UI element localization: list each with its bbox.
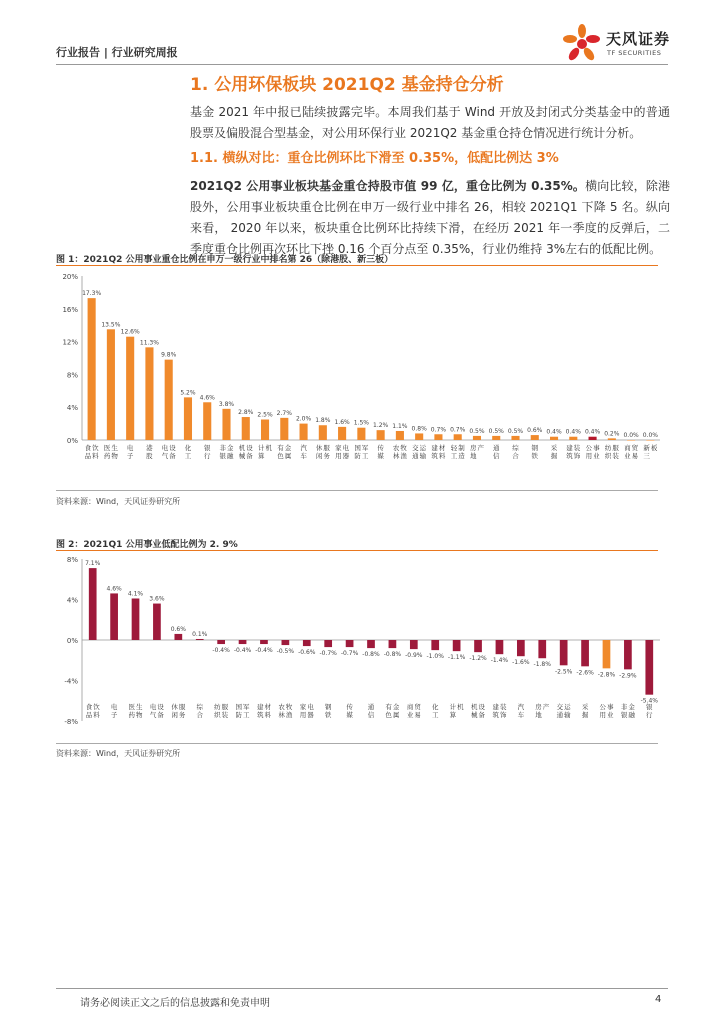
value-label: 0.5%	[488, 427, 504, 435]
logo-flower-icon	[560, 22, 604, 66]
value-label: -1.2%	[469, 655, 487, 663]
bar-6	[196, 639, 204, 640]
bar-5	[174, 634, 182, 640]
bar-25	[603, 640, 611, 668]
value-label: -1.1%	[447, 654, 466, 662]
bar-14	[338, 427, 346, 440]
bar-2	[107, 329, 115, 440]
category-label: 汽车	[517, 703, 525, 719]
category-label: 商业贸易	[624, 444, 639, 460]
value-label: -2.9%	[619, 672, 637, 680]
category-label: 公用事业	[599, 703, 614, 719]
bar-18	[453, 640, 461, 651]
category-label: 商业贸易	[406, 703, 421, 719]
bar-18	[415, 433, 423, 440]
value-label: -0.4%	[233, 647, 252, 655]
category-label: 新三板	[643, 444, 658, 460]
bar-7	[203, 402, 211, 440]
value-label: 2.7%	[276, 409, 292, 417]
page-number: 4	[655, 994, 662, 1005]
body-paragraph	[190, 176, 670, 260]
y-tick-label: 0%	[66, 637, 78, 645]
bar-15	[357, 428, 365, 440]
value-label: 0.1%	[192, 630, 208, 638]
value-label: 2.5%	[257, 411, 273, 419]
category-label: 计算机	[258, 444, 273, 460]
value-label: -2.5%	[554, 668, 573, 676]
value-label: 1.1%	[392, 422, 408, 430]
bar-1	[88, 298, 96, 440]
category-label: 休闲服务	[315, 444, 330, 460]
value-label: 0.7%	[430, 426, 447, 434]
value-label: 7.1%	[85, 560, 101, 568]
category-label: 汽车	[300, 444, 307, 460]
value-label: 0.4%	[584, 428, 601, 436]
category-label: 有色金属	[385, 703, 400, 719]
value-label: 0.4%	[565, 428, 581, 436]
company-logo	[560, 22, 680, 66]
bar-22	[492, 436, 500, 440]
bar-21	[517, 640, 525, 656]
bar-16	[410, 640, 418, 649]
bar-27	[589, 437, 597, 440]
value-label: 0.4%	[546, 428, 562, 436]
value-label: 0.0%	[642, 432, 658, 439]
value-label: -0.8%	[383, 651, 402, 659]
footer-divider	[56, 988, 668, 989]
logo-english-name: TF SECURITIES	[607, 49, 662, 57]
category-label: 采掘	[581, 703, 589, 719]
value-label: 0.0%	[623, 432, 639, 439]
bar-17	[431, 640, 439, 650]
bar-20	[454, 434, 462, 440]
bar-23	[560, 640, 568, 665]
category-label: 食品饮料	[85, 703, 100, 719]
value-label: 12.6%	[120, 328, 140, 336]
category-label: 建筑装饰	[492, 703, 507, 719]
value-label: -0.7%	[340, 650, 359, 658]
y-tick-label: 16%	[62, 305, 78, 314]
figure1-source: 资料来源：Wind，天风证券研究所	[56, 497, 181, 506]
value-label: -1.6%	[512, 659, 530, 667]
bar-13	[346, 640, 354, 647]
bar-12	[324, 640, 332, 647]
subsection-title: 1.1. 横纵对比：重仓比例环比下滑至 0.35%，低配比例达 3%	[190, 151, 559, 166]
category-label: 有色金属	[277, 444, 292, 460]
value-label: 2.8%	[238, 409, 254, 417]
value-label: -0.5%	[276, 648, 295, 656]
category-label: 非银金融	[620, 703, 635, 719]
bar-24	[531, 435, 539, 440]
category-label: 国防军工	[235, 703, 250, 719]
value-label: 3.6%	[149, 595, 165, 603]
value-label: 0.2%	[604, 430, 620, 438]
y-tick-label: -8%	[64, 718, 78, 726]
value-label: 0.6%	[527, 427, 543, 435]
footer-disclaimer: 请务必阅读正文之后的信息披露和免责申明	[80, 998, 270, 1009]
bar-19	[474, 640, 482, 652]
category-label: 传媒	[377, 444, 384, 460]
bar-6	[184, 397, 192, 440]
category-label: 机械设备	[471, 703, 486, 719]
y-tick-label: 20%	[62, 273, 78, 281]
category-label: 家用电器	[299, 703, 314, 719]
category-label: 轻工制造	[450, 444, 465, 460]
category-label: 纺织服装	[604, 444, 619, 460]
category-label: 化工	[184, 444, 192, 460]
value-label: -5.4%	[640, 697, 659, 705]
bar-19	[434, 434, 442, 440]
bar-3	[132, 598, 140, 640]
bar-25	[550, 437, 558, 440]
category-label: 农林牧渔	[278, 703, 293, 719]
figure2-title: 图 2：2021Q1 公用事业低配比例为 2. 9%	[56, 540, 238, 550]
value-label: 0.7%	[450, 426, 466, 434]
category-label: 房地产	[535, 703, 550, 719]
category-label: 计算机	[449, 703, 464, 719]
value-label: -1.8%	[533, 661, 551, 669]
value-label: 0.8%	[411, 425, 427, 433]
value-label: 1.5%	[353, 419, 369, 427]
y-tick-label: 8%	[66, 371, 78, 380]
value-label: -0.4%	[212, 647, 230, 655]
category-label: 交通运输	[412, 444, 427, 460]
value-label: 17.3%	[82, 290, 102, 298]
bar-26	[624, 640, 632, 669]
bar-21	[473, 436, 481, 440]
value-label: 9.8%	[161, 351, 177, 359]
value-label: -2.8%	[597, 671, 616, 679]
bar-4	[153, 604, 161, 640]
category-label: 钢铁	[324, 703, 332, 719]
bar-17	[396, 431, 404, 440]
bar-12	[300, 424, 308, 440]
y-tick-label: -4%	[64, 677, 78, 686]
bar-9	[242, 417, 250, 440]
y-tick-label: 4%	[66, 596, 78, 605]
bar-13	[319, 425, 327, 440]
bar-26	[569, 437, 577, 440]
category-label: 化工	[431, 703, 439, 719]
category-label: 交通运输	[556, 703, 571, 719]
intro-paragraph: 基金 2021 年中报已陆续披露完毕。本周我们基于 Wind 开放及封闭式分类基金中的普通股票及偏股混合型基金，对公用环保行业 2021Q2 基金重仓持仓情况进行统计分析。	[190, 105, 670, 140]
figure1-chart	[56, 266, 668, 488]
header-divider	[56, 64, 668, 65]
category-label: 公用事业	[585, 444, 600, 460]
value-label: 1.8%	[315, 417, 331, 425]
report-category: 行业报告 | 行业研究周报	[56, 46, 178, 59]
category-label: 钢铁	[531, 444, 539, 460]
category-label: 农林牧渔	[392, 444, 407, 460]
category-label: 医药生物	[128, 703, 143, 719]
value-label: 0.5%	[469, 427, 485, 435]
figure2-chart	[56, 551, 668, 741]
category-label: 通信	[492, 444, 500, 460]
bar-11	[303, 640, 311, 646]
category-label: 家用电器	[335, 444, 350, 460]
figure2-source: 资料来源：Wind，天风证券研究所	[56, 749, 181, 758]
bar-22	[538, 640, 546, 658]
bar-14	[367, 640, 375, 648]
bar-8	[222, 409, 230, 440]
y-tick-label: 12%	[62, 338, 78, 347]
bar-15	[389, 640, 397, 648]
category-label: 机械设备	[238, 444, 253, 460]
bar-24	[581, 640, 589, 666]
value-label: 0.5%	[507, 427, 524, 435]
category-label: 采掘	[550, 444, 558, 460]
value-label: -0.4%	[255, 647, 273, 655]
bar-16	[377, 430, 385, 440]
bar-1	[89, 568, 97, 640]
category-label: 建筑材料	[431, 444, 446, 460]
category-label: 传媒	[346, 703, 353, 719]
bar-4	[145, 347, 153, 440]
body-text: 横向比较，除港股外，公用事业板块重仓比例在申万一级行业中排名 26，相较 2021Q1 下降 5 名。纵向来看， 2020 年以来，板块重仓比例环比持续下滑，在经历 2021 年一季度的反弹后，二季度重仓比例再次环比下挫 0.16 个百分点至 0.35%，行业仍维持 3%左右的低配比例。	[190, 179, 670, 256]
value-label: 4.6%	[106, 585, 122, 593]
category-label: 食品饮料	[84, 444, 99, 460]
bar-8	[239, 640, 247, 644]
section-title: 1. 公用环保板块 2021Q2 基金持仓分析	[190, 75, 504, 95]
category-label: 医药生物	[103, 444, 118, 460]
value-label: -0.9%	[405, 652, 423, 660]
value-label: 3.8%	[218, 400, 235, 408]
category-label: 建筑材料	[256, 703, 271, 719]
bar-28	[608, 438, 616, 440]
category-label: 国防军工	[354, 444, 369, 460]
category-label: 港股	[146, 444, 153, 460]
bar-2	[110, 593, 118, 640]
figure1-bottom-rule	[56, 490, 658, 491]
category-label: 综合	[196, 703, 203, 719]
value-label: 2.0%	[295, 415, 312, 423]
category-label: 房地产	[469, 444, 484, 460]
category-label: 综合	[512, 444, 519, 460]
bar-5	[165, 360, 173, 440]
category-label: 休闲服务	[171, 703, 186, 719]
category-label: 电子	[126, 444, 134, 460]
category-label: 非银金融	[219, 444, 234, 460]
y-tick-label: 8%	[66, 556, 78, 564]
value-label: -0.8%	[362, 651, 380, 659]
bar-3	[126, 337, 134, 440]
value-label: -1.0%	[426, 653, 444, 661]
bar-9	[260, 640, 268, 644]
value-label: 4.6%	[199, 394, 215, 402]
value-label: 11.3%	[139, 339, 159, 347]
figure1-title: 图 1：2021Q2 公用事业重仓比例在申万一级行业中排名第 26（除港股、新三板）	[56, 255, 394, 265]
category-label: 银行	[203, 444, 211, 460]
bar-20	[496, 640, 504, 654]
category-label: 电气设备	[149, 703, 164, 719]
bar-7	[217, 640, 225, 644]
y-tick-label: 0%	[66, 437, 78, 445]
bar-10	[261, 420, 269, 441]
category-label: 电气设备	[161, 444, 176, 460]
figure2-bottom-rule	[56, 743, 658, 744]
bar-11	[280, 418, 288, 440]
bar-23	[511, 436, 519, 440]
value-label: -0.6%	[298, 649, 316, 657]
value-label: 0.6%	[170, 625, 186, 633]
body-highlight: 2021Q2 公用事业板块基金重仓持股市值 99 亿，重仓比例为 0.35%。	[190, 179, 586, 193]
value-label: 4.1%	[127, 590, 144, 598]
bar-29	[627, 440, 635, 441]
value-label: 1.2%	[373, 422, 389, 430]
category-label: 电子	[110, 703, 118, 719]
logo-chinese-name: 天风证券	[606, 30, 671, 48]
bar-30	[646, 440, 654, 441]
value-label: 1.6%	[334, 418, 350, 426]
bar-27	[645, 640, 653, 695]
value-label: -1.4%	[490, 657, 509, 665]
y-tick-label: 4%	[66, 404, 78, 413]
category-label: 银行	[646, 703, 653, 719]
bar-10	[282, 640, 290, 645]
value-label: -2.6%	[576, 669, 594, 677]
category-label: 通信	[367, 703, 375, 719]
value-label: -0.7%	[319, 650, 337, 658]
value-label: 13.5%	[101, 321, 121, 329]
value-label: 5.2%	[180, 389, 196, 397]
category-label: 建筑装饰	[566, 444, 581, 460]
category-label: 纺织服装	[214, 703, 229, 719]
